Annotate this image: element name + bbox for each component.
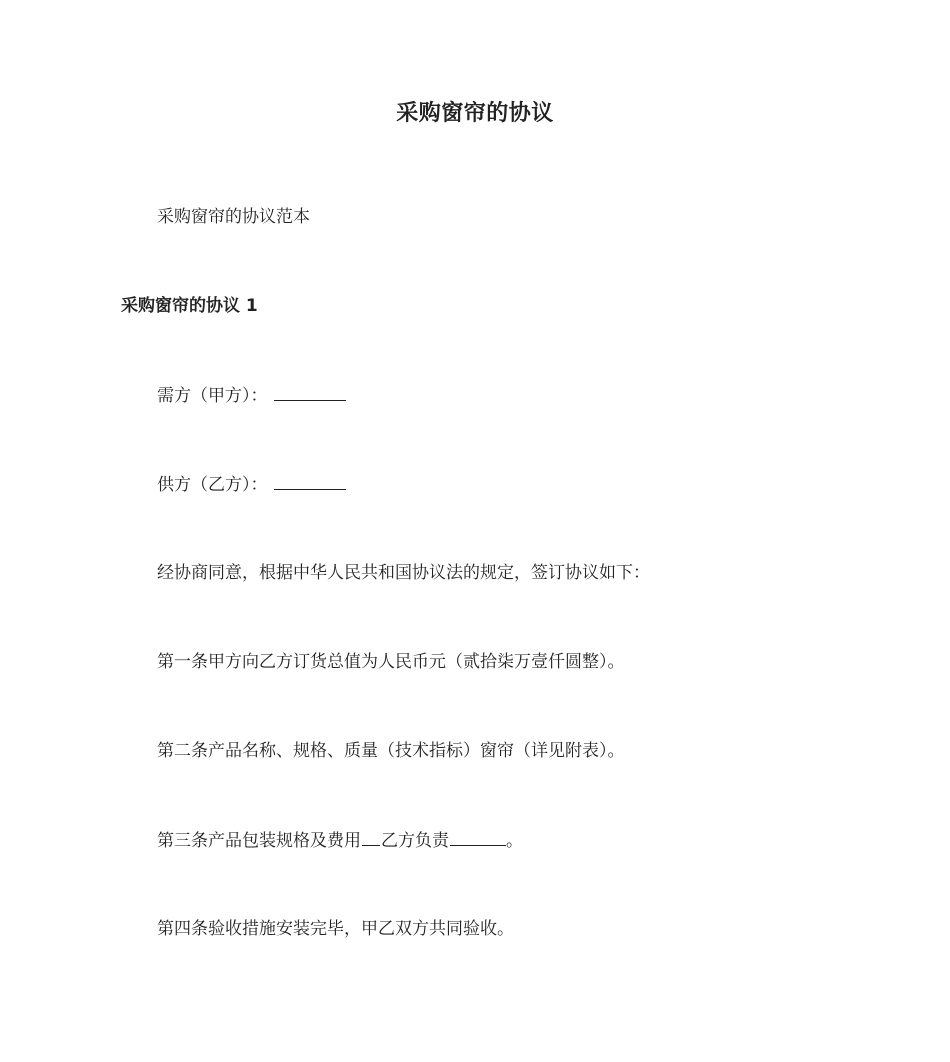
article-3-blank-1	[362, 827, 380, 846]
article-3-prefix: 第三条产品包装规格及费用	[157, 831, 361, 851]
party-b-label: 供方（乙方）：	[157, 475, 268, 495]
document-subtitle: 采购窗帘的协议范本	[157, 207, 310, 227]
article-3-blank-2	[450, 827, 506, 846]
article-2: 第二条产品名称、规格、质量（技术指标）窗帘（详见附表）。	[157, 741, 625, 761]
party-a-label: 需方（甲方）：	[157, 386, 268, 406]
party-b-blank	[274, 471, 346, 490]
party-b-line	[157, 471, 346, 498]
article-1: 第一条甲方向乙方订货总值为人民币元（贰拾柒万壹仟圆整）。	[157, 652, 625, 672]
article-3	[157, 827, 523, 854]
party-a-blank	[274, 382, 346, 401]
article-3-middle: 乙方负责	[381, 831, 449, 851]
document-title: 采购窗帘的协议	[396, 101, 554, 126]
party-a-line	[157, 382, 346, 409]
article-3-suffix: 。	[506, 831, 523, 851]
article-4: 第四条验收措施安装完毕，甲乙双方共同验收。	[157, 919, 514, 939]
intro-paragraph: 经协商同意，根据中华人民共和国协议法的规定，签订协议如下：	[157, 563, 650, 583]
section-heading: 采购窗帘的协议 1	[121, 296, 258, 316]
